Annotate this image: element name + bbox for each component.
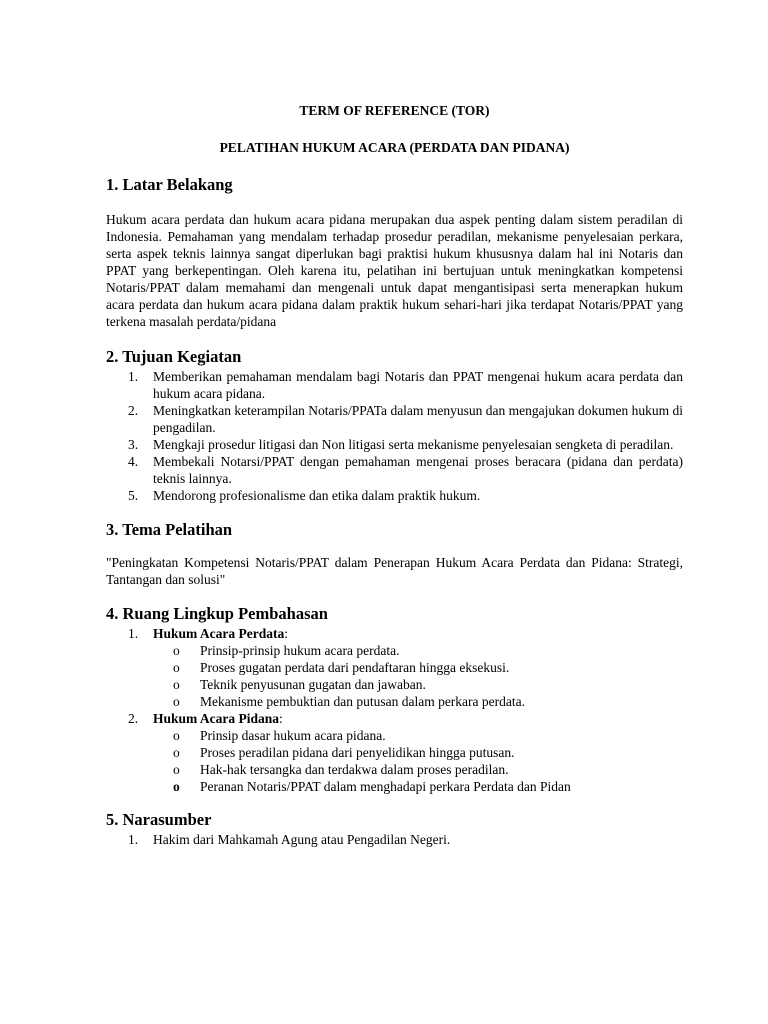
- sub-list-item-text: Proses gugatan perdata dari pendaftaran hingga eksekusi.: [200, 660, 510, 675]
- sub-list-item-text: Peranan Notaris/PPAT dalam menghadapi perkara Perdata dan Pidan: [200, 779, 571, 794]
- circle-bullet-icon: o: [173, 677, 180, 692]
- section-heading-theme: 3. Tema Pelatihan: [106, 520, 233, 539]
- scope-group-title: Hukum Acara Pidana: [153, 711, 280, 726]
- theme-paragraph: "Peningkatan Kompetensi Notaris/PPAT dalam Penerapan Hukum Acara Perdata dan Pidana: Strategi, Tantangan dan solusi": [106, 555, 683, 587]
- list-number: 2.: [128, 403, 139, 418]
- list-item-text: Membekali Notarsi/PPAT dengan pemahaman mengenai proses beracara (pidana dan perdata) teknis lainnya.: [153, 454, 683, 486]
- list-number: 1.: [128, 832, 139, 847]
- document-subtitle: PELATIHAN HUKUM ACARA (PERDATA DAN PIDANA): [219, 140, 570, 155]
- objectives-list: [106, 368, 683, 504]
- speakers-list: [106, 831, 683, 848]
- section-heading-scope: 4. Ruang Lingkup Pembahasan: [106, 604, 328, 623]
- scope-list: [106, 625, 683, 795]
- sub-list-item-text: Prinsip dasar hukum acara pidana.: [200, 728, 386, 743]
- section-heading-objectives: 2. Tujuan Kegiatan: [106, 347, 242, 366]
- section-heading-speakers: 5. Narasumber: [106, 810, 212, 829]
- sub-list-item: [153, 676, 683, 693]
- scope-group-colon: :: [284, 626, 289, 641]
- list-item-text: Hakim dari Mahkamah Agung atau Pengadilan Negeri.: [153, 832, 451, 847]
- circle-bullet-icon: o: [173, 779, 180, 794]
- list-item-text: Meningkatkan keterampilan Notaris/PPATa dalam menyusun dan mengajukan dokumen hukum di pengadilan.: [153, 403, 683, 435]
- list-number: 1.: [128, 369, 139, 384]
- section-heading-background: 1. Latar Belakang: [106, 175, 233, 194]
- sub-list-item: [153, 778, 683, 795]
- sub-list-item: [153, 659, 683, 676]
- scope-group-title: Hukum Acara Perdata: [153, 626, 285, 641]
- list-number: 5.: [128, 488, 139, 503]
- list-item: [106, 402, 683, 436]
- scope-group-colon: :: [279, 711, 283, 726]
- sub-list-item-text: Prinsip-prinsip hukum acara perdata.: [200, 643, 400, 658]
- background-paragraph: Hukum acara perdata dan hukum acara pidana merupakan dua aspek penting dalam sistem peradilan di Indonesia. Pemahaman yang mendalam terhadap prosedur peradilan, mekanisme penyelesaian perkara, serta aspek teknis lainnya sangat diperlukan bagi praktisi hukum khususnya dalam hal ini Notaris dan PPAT yang berkepentingan. Oleh karena itu, pelatihan ini bertujuan untuk meningkatkan kompetensi Notaris/PPAT dalam memahami dan mengenali untuk dapat mengantisipasi serta menerapkan hukum acara perdata dan hukum acara pidana dalam praktik hukum sehari-hari jika terdapat Notaris/PPAT yang terkena masalah perdata/pidana: [106, 212, 683, 329]
- sub-list-item: [153, 727, 683, 744]
- sub-list-item: [153, 642, 683, 659]
- sub-list-item-text: Teknik penyusunan gugatan dan jawaban.: [200, 677, 426, 692]
- list-item-text: Mendorong profesionalisme dan etika dalam praktik hukum.: [153, 488, 481, 503]
- scope-criminal-sublist: [153, 727, 683, 795]
- list-item: [106, 436, 683, 453]
- document-title: TERM OF REFERENCE (TOR): [299, 103, 490, 118]
- list-item: [106, 368, 683, 402]
- list-number: 3.: [128, 437, 139, 452]
- sub-list-item-text: Mekanisme pembuktian dan putusan dalam perkara perdata.: [200, 694, 526, 709]
- sub-list-item: [153, 744, 683, 761]
- list-item: [106, 831, 683, 848]
- list-number: 2.: [128, 711, 139, 726]
- circle-bullet-icon: o: [173, 728, 180, 743]
- list-item: [106, 487, 683, 504]
- list-number: 4.: [128, 454, 139, 469]
- circle-bullet-icon: o: [173, 694, 180, 709]
- list-item: [106, 453, 683, 487]
- circle-bullet-icon: o: [173, 762, 180, 777]
- sub-list-item: [153, 761, 683, 778]
- sub-list-item: [153, 693, 683, 710]
- list-item-text: Mengkaji prosedur litigasi dan Non litigasi serta mekanisme penyelesaian sengketa di peradilan.: [153, 437, 674, 452]
- scope-civil-sublist: [153, 642, 683, 710]
- sub-list-item-text: Hak-hak tersangka dan terdakwa dalam proses peradilan.: [200, 762, 509, 777]
- circle-bullet-icon: o: [173, 660, 180, 675]
- list-number: 1.: [128, 626, 139, 641]
- sub-list-item-text: Proses peradilan pidana dari penyelidikan hingga putusan.: [200, 745, 515, 760]
- list-item-text: Memberikan pemahaman mendalam bagi Notaris dan PPAT mengenai hukum acara perdata dan hukum acara pidana.: [153, 369, 683, 401]
- scope-group-criminal: [106, 710, 683, 795]
- circle-bullet-icon: o: [173, 643, 180, 658]
- circle-bullet-icon: o: [173, 745, 180, 760]
- scope-group-civil: [106, 625, 683, 710]
- document-page: [106, 98, 683, 848]
